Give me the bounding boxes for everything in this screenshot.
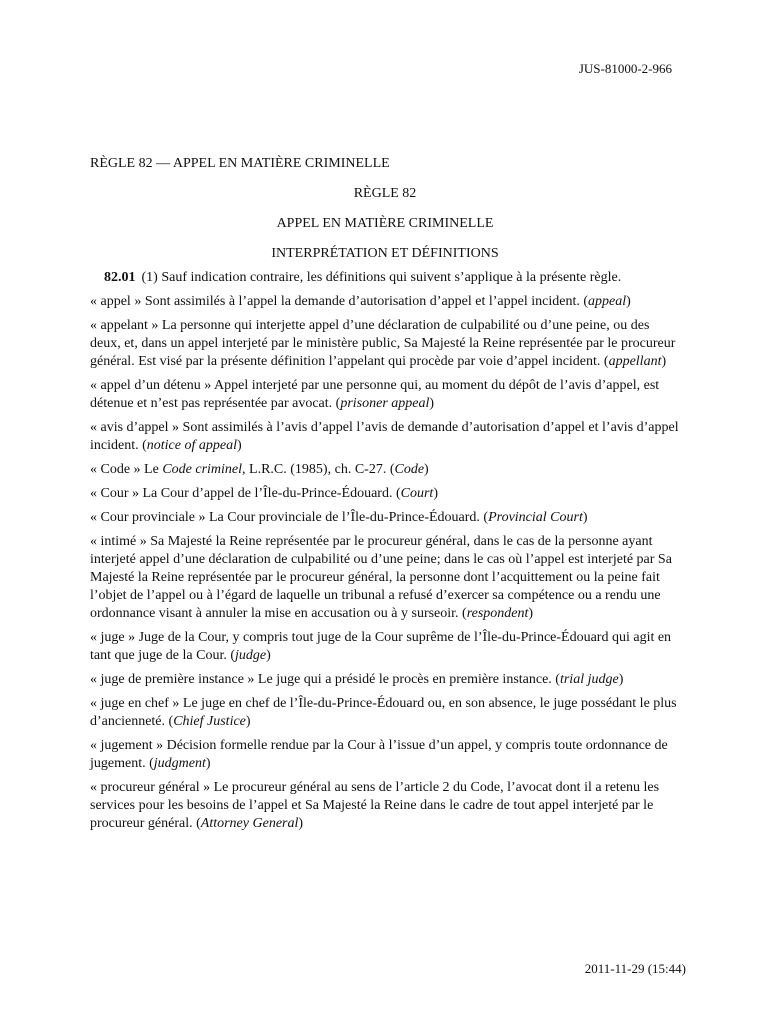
section-heading: INTERPRÉTATION ET DÉFINITIONS [271, 246, 499, 261]
definition-english-term: judge [235, 648, 267, 663]
rule-subheading: APPEL EN MATIÈRE CRIMINELLE [276, 216, 494, 231]
definition-english-term: Court [400, 486, 434, 501]
definition-procureur-general [90, 779, 680, 833]
definition-english-term: respondent [466, 606, 529, 621]
definition-close: ) [205, 756, 211, 771]
definition-text: « Code » Le [90, 462, 163, 477]
definition-close: ) [429, 396, 435, 411]
definition-close: ) [618, 672, 624, 687]
definition-cour [90, 485, 680, 503]
definition-emphasis: Code criminel [162, 462, 243, 477]
definition-close: ) [582, 510, 588, 525]
rule-text: (1) Sauf indication contraire, les définitions qui suivent s’applique à la présente règle. [141, 270, 622, 285]
definition-close: ) [266, 648, 271, 663]
definition-cour-provinciale [90, 509, 680, 527]
definition-close: ) [661, 354, 667, 369]
definition-english-term: notice of appeal [146, 438, 237, 453]
definition-text: « appel » Sont assimilés à l’appel la demande d’autorisation d’appel et l’appel incident. ( [90, 294, 589, 309]
definition-close: ) [236, 438, 242, 453]
definition-appel [90, 293, 680, 311]
definition-english-term: prisoner appeal [340, 396, 430, 411]
definition-english-term: judgment [153, 756, 206, 771]
definition-text: « jugement » Décision formelle rendue par la Cour à l’issue d’un appel, y compris toute ordonnance de jugement. ( [90, 738, 668, 771]
rule-heading: RÈGLE 82 [353, 186, 417, 201]
definition-jugement [90, 737, 680, 773]
definition-close: ) [626, 294, 631, 309]
definition-juge-en-chef [90, 695, 680, 731]
definition-text: « Cour » La Cour d’appel de l’Île-du-Prince-Édouard. ( [90, 486, 401, 501]
definition-english-term: appellant [608, 354, 662, 369]
definition-english-term: Code [394, 462, 425, 477]
rule-paragraph [90, 269, 680, 287]
definition-english-term: appeal [588, 294, 627, 309]
definition-text: « avis d’appel » Sont assimilés à l’avis d’appel l’avis de demande d’autorisation d’appel et l’avis d’appel incident. ( [90, 420, 679, 453]
definition-text-after: , L.R.C. (1985), ch. C-27. ( [242, 462, 395, 477]
definition-appelant [90, 317, 680, 371]
footer-date: 2011-11-29 (15:44) [584, 961, 686, 976]
document-id: JUS-81000-2-966 [578, 61, 672, 76]
definition-text: « appel d’un détenu » Appel interjeté par une personne qui, au moment du dépôt de l’avis d’appel, est détenue et n’est pas représentée par avocat. ( [90, 378, 660, 411]
definition-text: « juge de première instance » Le juge qui a présidé le procès en première instance. ( [90, 672, 560, 687]
definition-text: « Cour provinciale » La Cour provinciale de l’Île-du-Prince-Édouard. ( [90, 510, 489, 525]
rule-number: 82.01 [104, 270, 136, 285]
part-title: RÈGLE 82 — APPEL EN MATIÈRE CRIMINELLE [90, 156, 390, 171]
definition-code [90, 461, 680, 479]
document-body [90, 155, 680, 839]
definition-english-term: Chief Justice [173, 714, 246, 729]
definition-appel-detenu [90, 377, 680, 413]
definition-text: « procureur général » Le procureur général au sens de l’article 2 du Code, l’avocat dont il a retenu les services pour les besoins de l’appel et Sa Majesté la Reine dans le cadre de tout appel interjeté par le procureur général. ( [90, 780, 660, 831]
definition-text: « intimé » Sa Majesté la Reine représentée par le procureur général, dans le cas de la personne ayant interjeté appel d’une déclaration de culpabilité ou d’une peine; dans le cas où l’appel est interjeté par Sa Majesté la Reine représentée par le procureur général, la personne dont l’acquittement ou la peine fait l’objet de l’appel ou à l’égard de laquelle un tribunal a refusé d’exercer sa compétence ou a rendu une ordonnance visant à annuler la mise en accusation ou à y surseoir. ( [90, 534, 672, 621]
definition-text: « appelant » La personne qui interjette appel d’une déclaration de culpabilité ou d’une peine, ou des deux, et, dans un appel interjeté par le ministère public, Sa Majesté la Reine représentée par le procureur général. Est visé par la présente définition l’appelant qui procède par voie d’appel incident. ( [90, 318, 676, 369]
definition-english-term: Attorney General [200, 816, 299, 831]
definition-intime [90, 533, 680, 623]
definition-avis-appel [90, 419, 680, 455]
definition-text: « juge en chef » Le juge en chef de l’Île-du-Prince-Édouard ou, en son absence, le juge possédant le plus d’ancienneté. ( [90, 696, 677, 729]
definition-english-term: Provincial Court [488, 510, 583, 525]
definition-close: ) [433, 486, 438, 501]
definition-juge [90, 629, 680, 665]
definition-close: ) [528, 606, 534, 621]
definition-close: ) [424, 462, 429, 477]
definition-close: ) [298, 816, 304, 831]
definition-juge-premiere-instance [90, 671, 680, 689]
definition-close: ) [245, 714, 251, 729]
definition-english-term: trial judge [559, 672, 619, 687]
definition-text: « juge » Juge de la Cour, y compris tout juge de la Cour suprême de l’Île-du-Prince-Édouard qui agit en tant que juge de la Cour. ( [90, 630, 672, 663]
